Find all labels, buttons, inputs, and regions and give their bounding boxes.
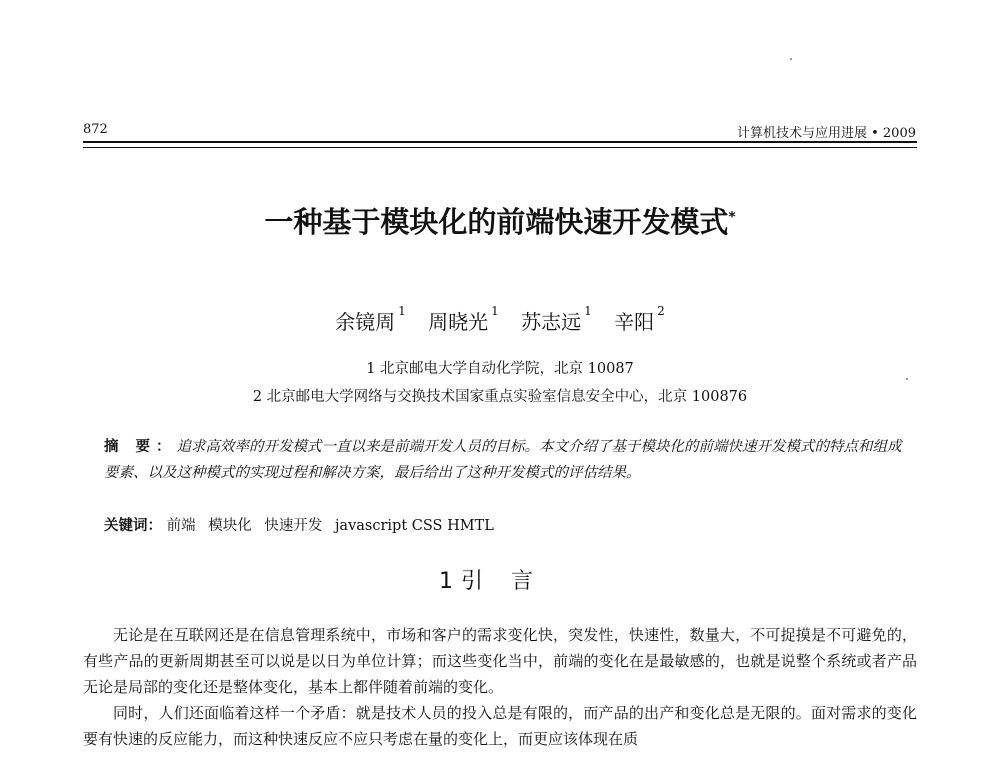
author-name: 苏志远 (521, 310, 582, 334)
keyword: javascript CSS HMTL (334, 518, 494, 534)
affiliation-1: 1 北京邮电大学自动化学院，北京 10087 (366, 361, 634, 377)
author (428, 304, 499, 334)
author (521, 304, 592, 334)
abstract-label: 摘 要： (104, 438, 177, 455)
title-text: 一种基于模块化的前端快速开发模式 (264, 205, 729, 239)
paragraph: 无论是在互联网还是在信息管理系统中，市场和客户的需求变化快，突发性，快速性，数量大，不可捉摸是不可避免的，有些产品的更新周期甚至可以说是以日为单位计算；而这些变化当中，前端的变化在是最敏感的，也就是说整个系统或者产品无论是局部的变化还是整体变化，基本上都伴随着前端的变化。 (83, 626, 917, 696)
keyword: 前端 (166, 518, 196, 534)
header-rule-thin (83, 147, 917, 148)
author (335, 304, 406, 334)
section-heading (0, 564, 1000, 595)
affiliation-2: 2 北京邮电大学网络与交换技术国家重点实验室信息安全中心，北京 100876 (252, 389, 748, 405)
abstract-text: 追求高效率的开发模式一直以来是前端开发人员的目标。本文介绍了基于模块化的前端快速开发模式的特点和组成要素、以及这种模式的实现过程和解决方案，最后给出了这种开发模式的评估结果。 (104, 439, 902, 481)
author-affil-mark: 1 (398, 304, 406, 318)
keyword: 快速开发 (264, 518, 323, 534)
author-affil-mark: 1 (584, 304, 592, 318)
journal-header: 计算机技术与应用进展 • 2009 (736, 126, 916, 141)
page-number: 872 (83, 122, 108, 137)
section-number: 1 (438, 569, 453, 594)
abstract (104, 434, 910, 486)
keyword: 模块化 (208, 518, 252, 534)
keywords (104, 514, 910, 535)
header-rule-thick (83, 141, 917, 143)
body-text (83, 622, 917, 752)
author (614, 304, 665, 334)
author-list (0, 306, 1000, 335)
scan-speck (790, 58, 792, 60)
scan-speck (906, 378, 908, 380)
author-name: 辛阳 (614, 310, 655, 334)
paper-title (0, 200, 1000, 241)
author-name: 余镜周 (335, 310, 396, 334)
keywords-label: 关键词： (104, 517, 162, 534)
author-name: 周晓光 (428, 310, 489, 334)
author-affil-mark: 2 (657, 304, 665, 318)
author-affil-mark: 1 (491, 304, 499, 318)
section-title: 引言 (460, 569, 561, 594)
title-footnote-mark: * (728, 209, 736, 226)
paragraph: 同时，人们还面临着这样一个矛盾：就是技术人员的投入总是有限的，而产品的出产和变化总是无限的。面对需求的变化要有快速的反应能力，而这种快速反应不应只考虑在量的变化上，而更应该体现在质 (83, 704, 917, 748)
